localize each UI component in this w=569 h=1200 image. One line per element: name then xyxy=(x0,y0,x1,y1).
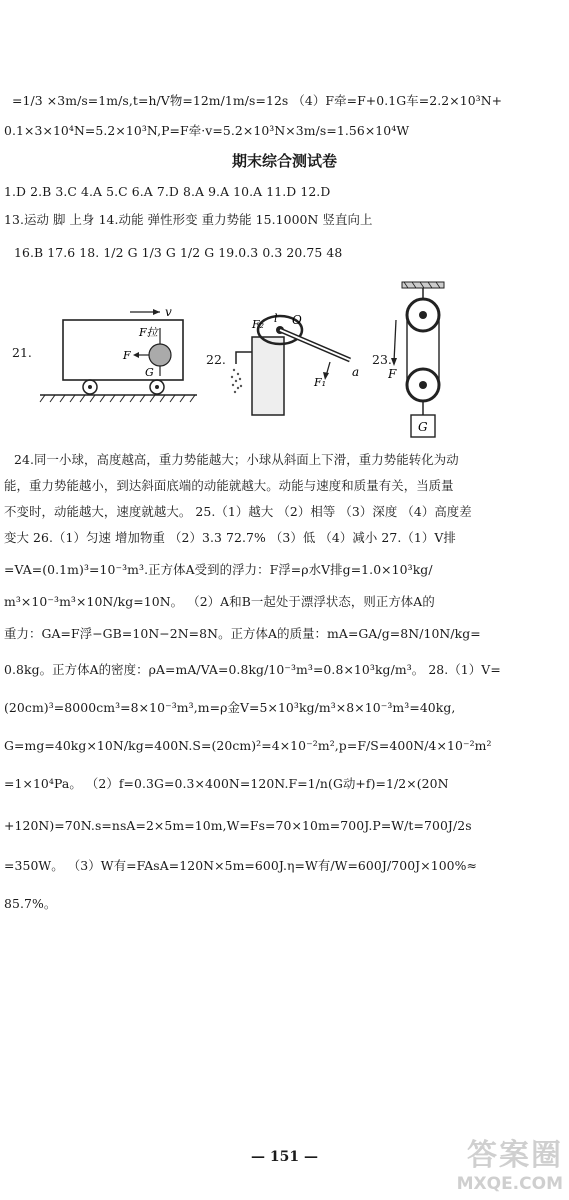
watermark-url: MXQE.COM xyxy=(456,1174,563,1194)
text-line-14: (20cm)³=8000cm³=8×10⁻³m³,m=ρ金V=5×10³kg/m³×8×10⁻³m³=40kg, xyxy=(4,700,456,715)
force2-label: F₂ xyxy=(252,318,265,331)
text-line-1: =1/3 ×3m/s=1m/s,t=h/V物=12m/1m/s=12s （4）F牵=F+0.1G车=2.2×10³N+ xyxy=(12,93,503,108)
text-line-5: 16.B 17.6 18. 1/2 G 1/3 G 1/2 G 19.0.3 0.3 20.75 48 xyxy=(14,245,343,260)
text-line-3: 1.D 2.B 3.C 4.A 5.C 6.A 7.D 8.A 9.A 10.A 11.D 12.D xyxy=(4,184,331,199)
figure-22-pump-lever-diagram xyxy=(222,302,372,420)
text-line-9: 变大 26.（1）匀速 增加物重 （2）3.3 72.7% （3）低 （4）减小 27.（1）V排 xyxy=(4,530,456,545)
text-line-18: =350W。 （3）W有=FAsA=120N×5m=600J.η=W有/W=600J/700J×100%≈ xyxy=(4,858,478,873)
force-pull-label: F拉 xyxy=(139,326,158,339)
text-line-12: 重力：GA=F浮−GB=10N−2N=8N。正方体A的质量：mA=GA/g=8N/10N/kg= xyxy=(4,626,481,641)
text-line-10: =VA=(0.1m)³=10⁻³m³.正方体A受到的浮力：F浮=ρ水V排g=1.0×10³kg/ xyxy=(4,562,433,577)
text-line-2: 0.1×3×10⁴N=5.2×10³N,P=F牵·v=5.2×10³N×3m/s=1.56×10⁴W xyxy=(4,123,410,138)
text-line-13: 0.8kg。正方体A的密度：ρA=mA/VA=0.8kg/10⁻³m³=0.8×10³kg/m³。 28.（1）V= xyxy=(4,662,501,677)
arm-label: l xyxy=(274,312,278,325)
text-line-11: m³×10⁻³m³×10N/kg=10N。 （2）A和B一起处于漂浮状态，则正方体A的 xyxy=(4,594,435,609)
velocity-label: v xyxy=(165,305,172,319)
force-left-label: F xyxy=(123,349,131,362)
page-number: — 151 — xyxy=(251,1149,318,1165)
force1-label: F₁ xyxy=(314,376,327,389)
text-line-4: 13.运动 脚 上身 14.动能 弹性形变 重力势能 15.1000N 竖直向上 xyxy=(4,212,373,227)
gravity-label: G xyxy=(145,366,154,379)
figure-21-label: 21. xyxy=(12,345,32,360)
text-line-19: 85.7%。 xyxy=(4,896,57,911)
section-title: 期末综合测试卷 xyxy=(231,152,337,170)
figure-23-pulley-diagram xyxy=(388,280,458,440)
text-line-6: 24.同一小球，高度越高，重力势能越大；小球从斜面上下滑，重力势能转化为动 xyxy=(14,452,459,467)
point-a-label: a xyxy=(352,365,360,379)
text-line-17: +120N)=70N.s=nsA=2×5m=10m,W=Fs=70×10m=700J.P=W/t=700J/2s xyxy=(4,818,472,833)
watermark-logo xyxy=(457,1130,563,1194)
pull-force-label: F xyxy=(388,367,397,381)
text-line-15: G=mg=40kg×10N/kg=400N.S=(20cm)²=4×10⁻²m²,p=F/S=400N/4×10⁻²m² xyxy=(4,738,492,753)
weight-label: G xyxy=(418,420,428,434)
fulcrum-label: O xyxy=(292,313,302,327)
text-line-8: 不变时，动能越大，速度就越大。 25.（1）越大 （2）相等 （3）深度 （4）高度差 xyxy=(4,504,472,519)
figure-23-label: 23. xyxy=(372,352,392,367)
watermark-main: 答案圈 xyxy=(467,1138,563,1173)
figure-22-label: 22. xyxy=(206,352,226,367)
text-line-7: 能，重力势能越小，到达斜面底端的动能就越大。动能与速度和质量有关，当质量 xyxy=(4,478,454,493)
figure-21-cart-diagram xyxy=(35,298,200,408)
text-line-16: =1×10⁴Pa。 （2）f=0.3G=0.3×400N=120N.F=1/n(G动+f)=1/2×(20N xyxy=(4,776,449,791)
